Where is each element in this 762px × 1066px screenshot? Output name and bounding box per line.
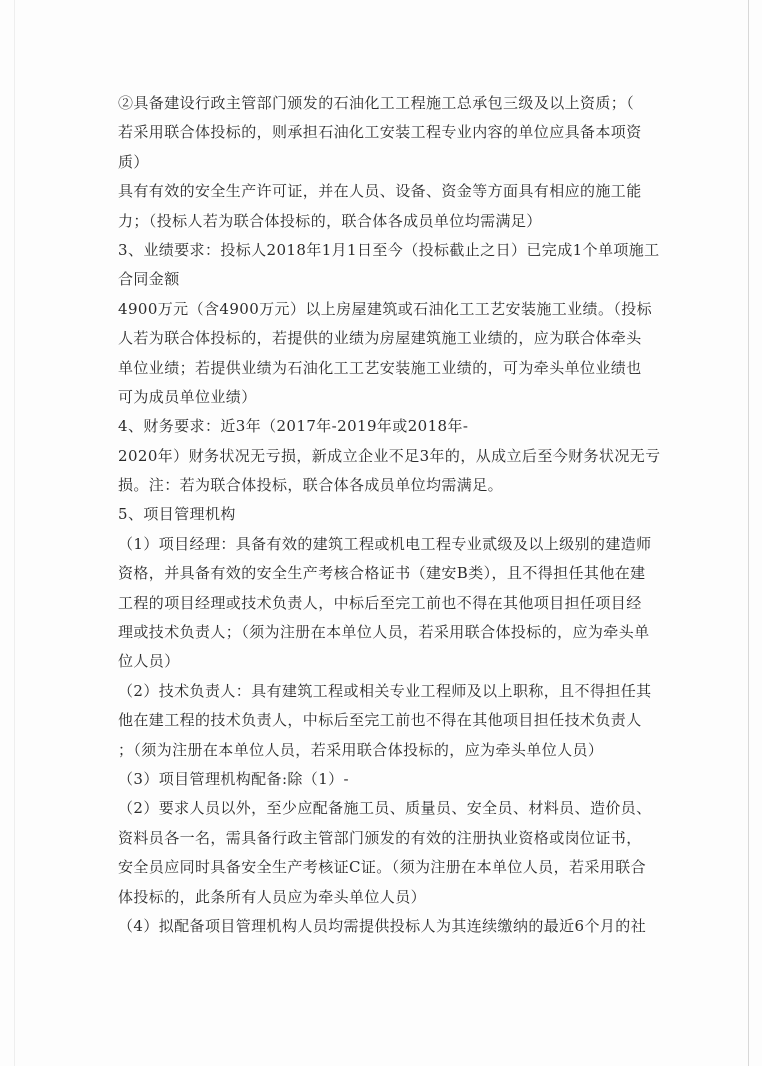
text-line: 力；（投标人若为联合体投标的，联合体各成员单位均需满足）: [118, 211, 542, 230]
text-line: （1）项目经理：具备有效的建筑工程或机电工程专业贰级及以上级别的建造师: [118, 534, 652, 553]
text-line: 单位业绩；若提供业绩为石油化工工艺安装施工业绩的，可为牵头单位业绩也: [118, 358, 642, 377]
text-line: 位人员）: [118, 652, 180, 671]
text-line: 4、财务要求：近3年（2017年-2019年或2018年-: [118, 417, 469, 436]
text-line: 质）: [118, 152, 149, 171]
scan-edge-right: [748, 0, 749, 1066]
document-body: [118, 89, 661, 941]
text-line: （2）要求人员以外，至少应配备施工员、质量员、安全员、材料员、造价员、: [118, 799, 652, 818]
text-line: （2）技术负责人：具有建筑工程或相关专业工程师及以上职称，且不得担任其: [118, 681, 652, 700]
text-line: （4）拟配备项目管理机构人员均需提供投标人为其连续缴纳的最近6个月的社: [118, 916, 647, 935]
text-line: 4900万元（含4900万元）以上房屋建筑或石油化工工艺安装施工业绩。（投标: [118, 299, 653, 318]
text-line: 合同金额: [118, 270, 180, 289]
text-line: 3、业绩要求：投标人2018年1月1日至今（投标截止之日）已完成1个单项施工: [118, 240, 660, 259]
text-line: ；（须为注册在本单位人员，若采用联合体投标的，应为牵头单位人员）: [118, 740, 604, 759]
text-line: （3）项目管理机构配备:除（1）-: [118, 769, 350, 788]
text-line: 他在建工程的技术负责人，中标后至完工前也不得在其他项目担任技术负责人: [118, 711, 642, 730]
text-line: 资格，并具备有效的安全生产考核合格证书（建安B类），且不得担任其他在建: [118, 564, 646, 583]
text-line: 体投标的，此条所有人员应为牵头单位人员）: [118, 887, 427, 906]
text-line: 工程的项目经理或技术负责人，中标后至完工前也不得在其他项目担任项目经: [118, 593, 642, 612]
text-line: 人若为联合体投标的，若提供的业绩为房屋建筑施工业绩的，应为联合体牵头: [118, 329, 642, 348]
text-line: 可为成员单位业绩）: [118, 387, 257, 406]
text-line: 2020年）财务状况无亏损，新成立企业不足3年的，从成立后至今财务状况无亏: [118, 446, 661, 465]
text-line: ②具备建设行政主管部门颁发的石油化工工程施工总承包三级及以上资质；（: [118, 94, 635, 112]
text-line: 若采用联合体投标的，则承担石油化工安装工程专业内容的单位应具备本项资: [118, 123, 642, 142]
scan-edge-left: [14, 0, 15, 1066]
text-line: 安全员应同时具备安全生产考核证C证。（须为注册在本单位人员，若采用联合: [118, 858, 646, 877]
text-line: 理或技术负责人；（须为注册在本单位人员，若采用联合体投标的，应为牵头单: [118, 623, 650, 642]
text-line: 损。注：若为联合体投标，联合体各成员单位均需满足。: [118, 476, 504, 495]
text-line: 5、项目管理机构: [118, 505, 236, 524]
text-line: 具有有效的安全生产许可证，并在人员、设备、资金等方面具有相应的施工能: [118, 182, 642, 201]
text-line: 资料员各一名，需具备行政主管部门颁发的有效的注册执业资格或岗位证书，: [118, 828, 642, 847]
